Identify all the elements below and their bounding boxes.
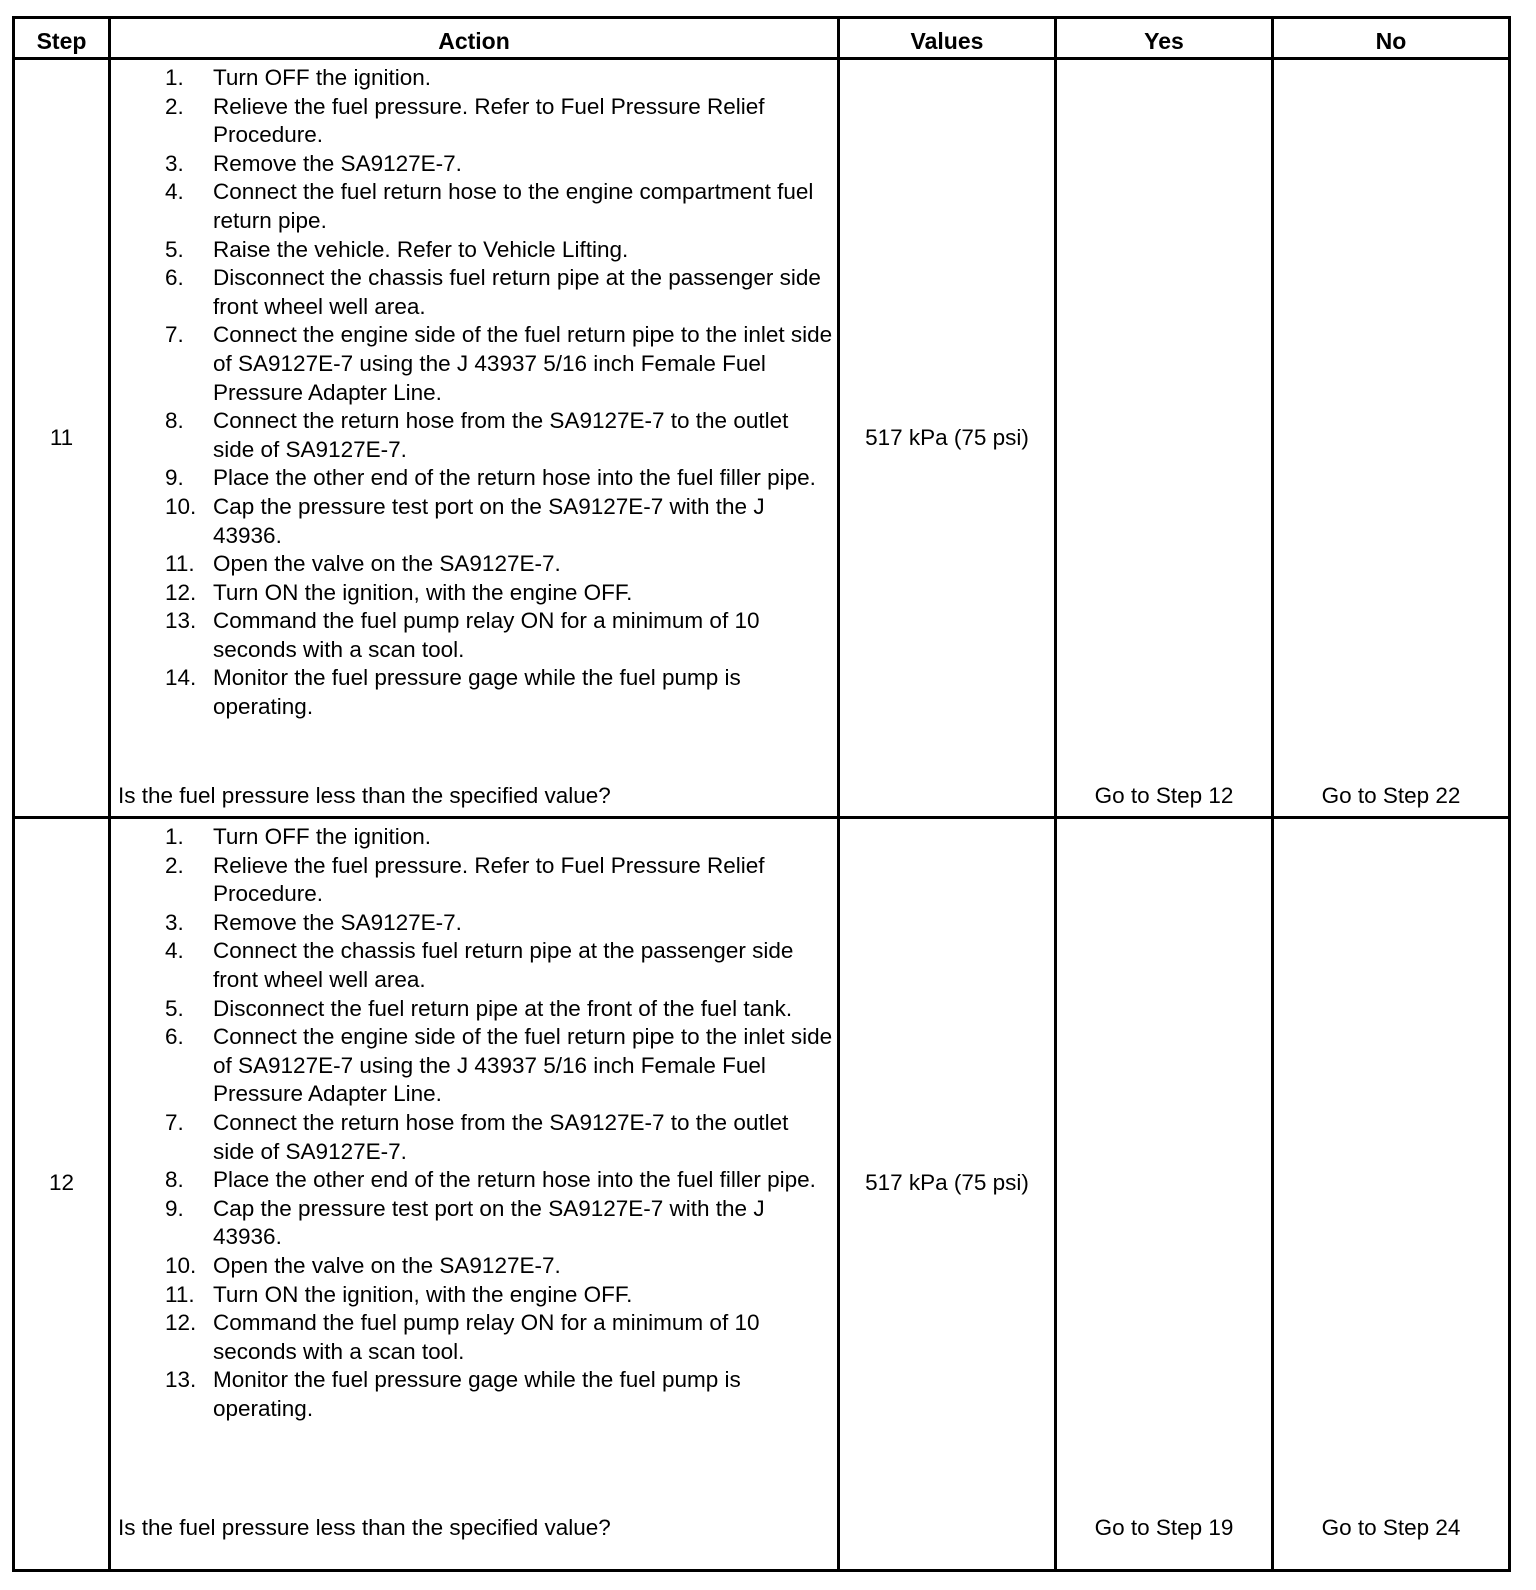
step-number: 12 xyxy=(48,1170,75,1195)
action-item-text: Place the other end of the return hose into the fuel filler pipe. xyxy=(213,1167,816,1193)
row-divider xyxy=(15,816,1508,819)
action-item-number: 6. xyxy=(165,1024,184,1050)
action-item-number: 14. xyxy=(165,665,197,691)
action-item xyxy=(165,1109,835,1166)
action-item-text: Connect the fuel return hose to the engine compartment fuel return pipe. xyxy=(213,179,814,233)
action-item-number: 7. xyxy=(165,1109,184,1135)
action-item-number: 8. xyxy=(165,1167,184,1193)
action-item xyxy=(165,1309,835,1366)
action-item-number: 13. xyxy=(165,608,197,634)
action-item xyxy=(165,493,835,550)
action-item-number: 1. xyxy=(165,824,184,849)
header-no: No xyxy=(1375,28,1407,54)
action-item-number: 12. xyxy=(165,579,197,605)
action-item xyxy=(165,995,835,1024)
action-item-text: Connect the chassis fuel return pipe at the passenger side front wheel well area. xyxy=(213,938,794,992)
action-question: Is the fuel pressure less than the specified value? xyxy=(118,1515,611,1540)
header-yes: Yes xyxy=(1144,28,1184,54)
action-item-number: 7. xyxy=(165,322,184,348)
action-item-text: Disconnect the chassis fuel return pipe at the passenger side front wheel well area. xyxy=(213,265,821,319)
column-divider xyxy=(837,19,840,1569)
action-item-text: Remove the SA9127E-7. xyxy=(213,150,462,176)
action-item xyxy=(165,607,835,664)
action-item-number: 10. xyxy=(165,493,197,519)
action-item-text: Connect the return hose from the SA9127E-7 to the outlet side of SA9127E-7. xyxy=(213,1109,789,1164)
action-item-number: 2. xyxy=(165,93,184,119)
action-item-number: 4. xyxy=(165,179,184,205)
action-question: Is the fuel pressure less than the specified value? xyxy=(118,783,611,808)
action-item-number: 5. xyxy=(165,236,184,262)
action-item-text: Open the valve on the SA9127E-7. xyxy=(213,1252,561,1278)
action-item-text: Monitor the fuel pressure gage while the fuel pump is operating. xyxy=(213,1367,741,1421)
action-item-number: 8. xyxy=(165,408,184,434)
action-item-number: 11. xyxy=(165,1281,195,1307)
action-item-text: Turn ON the ignition, with the engine OFF. xyxy=(213,1281,633,1307)
action-item xyxy=(165,1281,835,1310)
action-item-text: Turn OFF the ignition. xyxy=(213,824,432,849)
action-item-number: 11. xyxy=(165,551,195,577)
action-item-number: 12. xyxy=(165,1310,197,1336)
action-item-number: 4. xyxy=(165,938,184,964)
no-result: Go to Step 24 xyxy=(1321,1515,1461,1540)
action-item-text: Relieve the fuel pressure. Refer to Fuel Pressure Relief Procedure. xyxy=(213,852,765,907)
action-item xyxy=(165,321,835,407)
spec-value: 517 kPa (75 psi) xyxy=(865,425,1029,450)
action-item xyxy=(165,1023,835,1109)
action-list xyxy=(165,64,835,722)
step-number: 11 xyxy=(49,425,74,450)
action-item xyxy=(165,93,835,150)
action-item-text: Connect the engine side of the fuel return pipe to the inlet side of SA9127E-7 using the J 43937 5/16 inch Female Fuel Pressure Adapter Line. xyxy=(213,322,833,405)
action-item xyxy=(165,579,835,608)
action-item xyxy=(165,407,835,464)
yes-result: Go to Step 12 xyxy=(1094,783,1234,808)
action-item xyxy=(165,1166,835,1195)
action-item xyxy=(165,550,835,579)
column-divider xyxy=(108,19,111,1569)
action-item-text: Command the fuel pump relay ON for a minimum of 10 seconds with a scan tool. xyxy=(213,1310,760,1364)
action-item-number: 10. xyxy=(165,1252,197,1278)
no-result: Go to Step 22 xyxy=(1321,783,1461,808)
action-item xyxy=(165,236,835,265)
header-step: Step xyxy=(36,28,87,54)
diagnostic-table xyxy=(12,16,1511,1572)
action-item-text: Open the valve on the SA9127E-7. xyxy=(213,551,561,577)
action-item xyxy=(165,150,835,179)
action-item-number: 6. xyxy=(165,265,184,291)
action-item xyxy=(165,64,835,93)
action-item-text: Connect the return hose from the SA9127E-7 to the outlet side of SA9127E-7. xyxy=(213,408,789,462)
action-item xyxy=(165,264,835,321)
action-item-text: Command the fuel pump relay ON for a minimum of 10 seconds with a scan tool. xyxy=(213,608,760,662)
action-item-text: Cap the pressure test port on the SA9127E-7 with the J 43936. xyxy=(213,493,765,548)
action-item-text: Turn OFF the ignition. xyxy=(213,65,432,90)
action-item-number: 2. xyxy=(165,852,184,878)
yes-result: Go to Step 19 xyxy=(1094,1515,1234,1540)
action-item-number: 9. xyxy=(165,465,184,491)
action-item xyxy=(165,178,835,235)
action-item xyxy=(165,909,835,938)
action-item-text: Turn ON the ignition, with the engine OFF. xyxy=(213,579,633,605)
action-item-number: 3. xyxy=(165,909,184,935)
spec-value: 517 kPa (75 psi) xyxy=(865,1170,1029,1195)
action-item-number: 1. xyxy=(165,65,184,90)
action-item xyxy=(165,823,835,852)
action-item-number: 5. xyxy=(165,995,184,1021)
action-item-text: Monitor the fuel pressure gage while the fuel pump is operating. xyxy=(213,665,741,720)
action-item-text: Raise the vehicle. Refer to Vehicle Lifting. xyxy=(213,236,629,262)
action-item xyxy=(165,852,835,909)
action-item xyxy=(165,1195,835,1252)
action-item-number: 13. xyxy=(165,1367,197,1393)
action-item-text: Cap the pressure test port on the SA9127E-7 with the J 43936. xyxy=(213,1195,765,1250)
action-item-text: Disconnect the fuel return pipe at the front of the fuel tank. xyxy=(213,995,793,1021)
header-action: Action xyxy=(438,28,510,54)
action-item-number: 3. xyxy=(165,150,184,176)
action-item xyxy=(165,1252,835,1281)
action-item-text: Place the other end of the return hose into the fuel filler pipe. xyxy=(213,465,816,491)
action-list xyxy=(165,823,835,1423)
action-item xyxy=(165,937,835,994)
action-item-number: 9. xyxy=(165,1195,184,1221)
action-item-text: Connect the engine side of the fuel return pipe to the inlet side of SA9127E-7 using the J 43937 5/16 inch Female Fuel Pressure Adapter Line. xyxy=(213,1024,833,1107)
action-item-text: Relieve the fuel pressure. Refer to Fuel Pressure Relief Procedure. xyxy=(213,93,765,148)
action-item xyxy=(165,464,835,493)
header-values: Values xyxy=(910,28,984,54)
action-item-text: Remove the SA9127E-7. xyxy=(213,909,462,935)
action-item xyxy=(165,664,835,721)
action-item xyxy=(165,1366,835,1423)
